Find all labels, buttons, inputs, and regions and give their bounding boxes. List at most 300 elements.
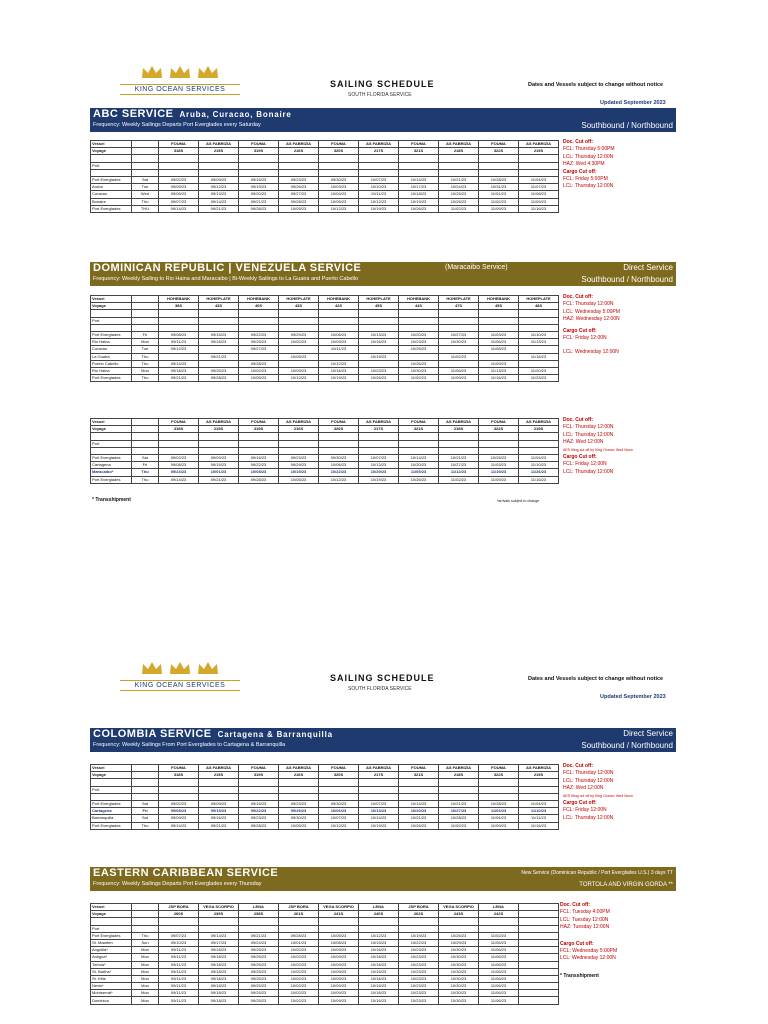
table-cell: Sat — [132, 800, 159, 807]
table-cell: 09/14/23 — [199, 198, 239, 205]
table-cell — [399, 793, 439, 800]
table-row — [91, 954, 559, 961]
table-cell — [439, 447, 479, 454]
abc-direction: Southbound / Northbound — [581, 121, 673, 130]
table-cell — [199, 793, 239, 800]
table-cell: VEGA SCORPIO — [199, 904, 239, 911]
table-cell: 09/08/23 — [159, 462, 199, 469]
table-cell: FOUMA — [159, 765, 199, 772]
table-cell: 239S — [199, 911, 239, 918]
doc-fcl: FCL: Thursday 5:00PM — [563, 146, 615, 153]
table-cell: 10/02/23 — [279, 339, 319, 346]
table-cell: Port — [91, 317, 132, 324]
table-row — [91, 947, 559, 954]
table-cell: 09/09/23 — [199, 176, 239, 183]
table-cell: 11/06/23 — [479, 968, 519, 975]
table-cell: 09/11/23 — [159, 961, 199, 968]
table-cell: 10/10/23 — [359, 184, 399, 191]
table-cell: 11/06/23 — [479, 339, 519, 346]
doc-haz: HAZ: Tuesday 12:00N — [560, 924, 610, 931]
table-cell: 10/02/23 — [279, 947, 319, 954]
table-cell: Rio Haina — [91, 367, 132, 374]
table-cell: 11/02/23 — [439, 822, 479, 829]
table-cell: FOUMA — [479, 765, 519, 772]
doc-haz: HAZ: Wed 12:00N — [563, 439, 604, 446]
table-cell: 10/02/23 — [279, 983, 319, 990]
ec-frequency-bar — [90, 880, 676, 891]
table-cell: 09/09/23 — [159, 815, 199, 822]
table-cell — [319, 162, 359, 169]
doc-haz: HAZ: Wed 4:30PM — [563, 161, 605, 168]
table-cell — [399, 317, 439, 324]
table-cell — [399, 433, 439, 440]
table-cell — [479, 447, 519, 454]
table-cell: 10/21/23 — [399, 815, 439, 822]
table-cell — [399, 440, 439, 447]
table-cell — [132, 779, 159, 786]
table-cell: 09/18/23 — [199, 983, 239, 990]
table-cell: 10/30/23 — [439, 968, 479, 975]
table-cell: 10/15/23 — [359, 939, 399, 946]
table-cell: 11/02/23 — [479, 198, 519, 205]
table-cell — [479, 918, 519, 925]
table-cell — [319, 925, 359, 932]
table-cell: 09/02/23 — [159, 800, 199, 807]
table-cell: 09/21/23 — [199, 353, 239, 360]
table-row — [91, 983, 559, 990]
table-cell: 10/01/23 — [199, 469, 239, 476]
table-row — [91, 904, 559, 911]
table-cell: 10/30/23 — [439, 961, 479, 968]
table-cell: 09/09/23 — [199, 800, 239, 807]
table-cell — [199, 162, 239, 169]
table-cell: 09/11/23 — [159, 954, 199, 961]
colombia-frequency-bar — [90, 741, 676, 752]
table-cell — [319, 779, 359, 786]
table-cell — [239, 162, 279, 169]
table-cell — [239, 447, 279, 454]
aes-note: AES filing cut off by King Ocean: Wed Noon — [563, 793, 633, 798]
table-row — [91, 476, 559, 483]
colombia-direction: Southbound / Northbound — [581, 741, 673, 750]
maracaibo-schedule-table — [90, 418, 559, 484]
table-cell: 45S — [359, 303, 399, 310]
table-cell: FOUMA — [479, 419, 519, 426]
cargo-fcl: FCL: Friday 5:00PM — [563, 176, 608, 183]
table-cell — [199, 155, 239, 162]
table-cell: 11/06/23 — [439, 367, 479, 374]
table-cell: 09/13/23 — [199, 191, 239, 198]
table-cell — [319, 793, 359, 800]
table-cell: 38S — [159, 303, 199, 310]
table-cell: Cartagena — [91, 462, 132, 469]
table-cell: 09/02/23 — [159, 454, 199, 461]
table-cell: 10/23/23 — [399, 339, 439, 346]
table-cell: Mon — [132, 954, 159, 961]
table-cell: 11/05/23 — [399, 469, 439, 476]
table-cell: 10/06/23 — [319, 808, 359, 815]
page-title: SAILING SCHEDULE — [330, 673, 435, 683]
table-cell: FOUMA — [319, 141, 359, 148]
table-cell: 09/26/23 — [279, 184, 319, 191]
table-cell — [439, 440, 479, 447]
table-cell — [439, 793, 479, 800]
table-cell: 11/06/23 — [479, 990, 519, 997]
table-cell: 10/27/23 — [439, 808, 479, 815]
table-cell: Port — [91, 786, 132, 793]
table-cell: 215S — [199, 772, 239, 779]
table-cell — [359, 925, 399, 932]
table-cell — [159, 440, 199, 447]
table-cell: 10/12/23 — [319, 476, 359, 483]
table-cell: 11/06/23 — [479, 947, 519, 954]
table-cell: 09/16/23 — [239, 800, 279, 807]
table-cell: 11/02/23 — [439, 205, 479, 212]
table-cell: 09/11/23 — [159, 947, 199, 954]
table-row — [91, 367, 559, 374]
table-cell: 09/25/23 — [239, 990, 279, 997]
doc-lcl: LCL: Thursday 12:00N — [563, 153, 614, 160]
table-cell: 11/06/23 — [479, 961, 519, 968]
table-row — [91, 925, 559, 932]
table-cell: Voyage — [91, 426, 132, 433]
table-cell: 11/16/23 — [519, 822, 559, 829]
table-row — [91, 296, 559, 303]
table-cell: 11/04/23 — [479, 815, 519, 822]
colombia-subtitle: Cartagena & Barranquilla — [217, 730, 333, 739]
table-cell — [199, 310, 239, 317]
table-cell: 262S — [399, 911, 439, 918]
table-cell — [359, 779, 399, 786]
table-cell — [399, 169, 439, 176]
table-cell: 10/30/23 — [399, 367, 439, 374]
ec-schedule-table — [90, 903, 559, 1005]
table-cell: 11/06/23 — [479, 975, 519, 982]
table-cell — [132, 162, 159, 169]
table-cell: 216S — [279, 148, 319, 155]
table-cell: 10/09/23 — [319, 961, 359, 968]
table-cell — [159, 310, 199, 317]
table-cell: 10/20/23 — [399, 808, 439, 815]
table-cell: 09/25/23 — [239, 954, 279, 961]
table-cell: 10/20/23 — [399, 462, 439, 469]
table-cell — [359, 447, 399, 454]
table-row — [91, 331, 559, 338]
table-cell — [359, 162, 399, 169]
doc-haz: HAZ: Wednesday 12:00N — [563, 316, 620, 323]
table-cell: FOUMA — [319, 765, 359, 772]
table-cell: 09/14/23 — [159, 205, 199, 212]
table-cell — [239, 310, 279, 317]
ec-new-service: New Service (Dominican Republic / Port Everglades U.S.) 3 days TT — [521, 870, 673, 876]
table-cell — [359, 793, 399, 800]
table-cell — [199, 447, 239, 454]
table-cell — [479, 317, 519, 324]
company-logo — [120, 660, 240, 691]
table-cell: 10/05/23 — [319, 932, 359, 939]
table-cell — [359, 360, 399, 367]
table-cell: 09/25/23 — [239, 961, 279, 968]
table-cell — [319, 155, 359, 162]
table-cell: Mon — [132, 990, 159, 997]
table-row — [91, 440, 559, 447]
table-cell: JSP BORA — [279, 904, 319, 911]
table-cell — [519, 779, 559, 786]
table-cell — [479, 169, 519, 176]
table-cell: 09/21/23 — [199, 822, 239, 829]
table-cell: Anguilla* — [91, 947, 132, 954]
table-cell: 318S — [159, 426, 199, 433]
table-row — [91, 360, 559, 367]
dr-note: (Maracaibo Service) — [445, 264, 508, 271]
table-cell: AS FABRIZIA — [519, 419, 559, 426]
table-cell: 10/22/23 — [319, 469, 359, 476]
table-cell — [519, 786, 559, 793]
table-cell — [519, 918, 559, 925]
table-cell: 10/06/23 — [319, 462, 359, 469]
table-cell: 10/16/23 — [359, 983, 399, 990]
table-cell — [239, 353, 279, 360]
transshipment-note: * Transshipment — [92, 497, 131, 503]
table-cell: 10/23/23 — [399, 997, 439, 1004]
company-logo — [120, 64, 240, 95]
table-cell: 47S — [439, 303, 479, 310]
table-cell: AS FABRIZIA — [279, 765, 319, 772]
table-row — [91, 198, 559, 205]
table-row — [91, 184, 559, 191]
abc-title: ABC SERVICE — [93, 108, 174, 120]
table-cell: 10/13/23 — [359, 808, 399, 815]
table-cell: FOUMA — [239, 765, 279, 772]
table-cell: 10/30/23 — [439, 997, 479, 1004]
table-cell: 10/19/23 — [359, 205, 399, 212]
table-cell — [91, 779, 132, 786]
table-cell — [519, 939, 559, 946]
table-cell — [199, 925, 239, 932]
table-cell — [359, 317, 399, 324]
table-cell — [199, 779, 239, 786]
table-cell — [439, 155, 479, 162]
table-cell — [279, 925, 319, 932]
table-cell: 10/09/23 — [319, 947, 359, 954]
table-cell: 11/11/23 — [519, 815, 559, 822]
table-cell: Port Everglades — [91, 205, 132, 212]
table-cell — [479, 779, 519, 786]
table-cell: 10/22/23 — [399, 939, 439, 946]
table-cell — [279, 447, 319, 454]
table-row — [91, 303, 559, 310]
table-cell: 11/02/23 — [479, 932, 519, 939]
table-cell: 09/27/23 — [239, 346, 279, 353]
colombia-cutoff-notes — [563, 763, 633, 822]
table-cell: 218S — [439, 148, 479, 155]
table-cell — [399, 310, 439, 317]
table-cell — [439, 433, 479, 440]
table-cell — [199, 433, 239, 440]
table-cell: Port Everglades — [91, 476, 132, 483]
table-cell: VEGA SCORPIO — [319, 904, 359, 911]
table-cell: 10/19/23 — [399, 198, 439, 205]
table-cell: St. Maarten — [91, 939, 132, 946]
table-cell: 10/02/23 — [279, 968, 319, 975]
table-cell: 11/26/23 — [519, 469, 559, 476]
table-cell — [519, 947, 559, 954]
table-cell — [159, 317, 199, 324]
table-row — [91, 469, 559, 476]
table-cell: 09/24/23 — [239, 939, 279, 946]
table-cell — [439, 162, 479, 169]
table-cell — [239, 440, 279, 447]
table-cell: Port Everglades — [91, 932, 132, 939]
table-cell — [399, 925, 439, 932]
table-cell: HOHEPLATE — [199, 296, 239, 303]
table-cell: 09/25/23 — [239, 339, 279, 346]
table-cell: 10/14/23 — [359, 815, 399, 822]
table-cell — [132, 317, 159, 324]
page-title: SAILING SCHEDULE — [330, 79, 435, 89]
table-cell: 09/05/23 — [159, 184, 199, 191]
table-cell — [399, 353, 439, 360]
table-cell: Vessel — [91, 141, 132, 148]
table-cell — [439, 786, 479, 793]
table-cell: Aruba — [91, 184, 132, 191]
table-cell: Wed — [132, 191, 159, 198]
table-cell: JSP BORA — [399, 904, 439, 911]
table-cell — [199, 440, 239, 447]
table-cell: 10/16/23 — [359, 997, 399, 1004]
table-cell: 10/05/23 — [279, 205, 319, 212]
table-cell: Sat — [132, 454, 159, 461]
doc-fcl: FCL: Thursday 12:00N — [563, 301, 614, 308]
table-cell: 10/30/23 — [439, 975, 479, 982]
table-cell: 09/10/23 — [159, 939, 199, 946]
table-cell: 243S — [439, 911, 479, 918]
table-cell: 10/16/23 — [359, 947, 399, 954]
table-cell: 320S — [319, 772, 359, 779]
table-cell: Sat — [132, 176, 159, 183]
table-cell: 10/09/23 — [279, 367, 319, 374]
table-cell: 321S — [399, 426, 439, 433]
table-cell: Montserrat* — [91, 990, 132, 997]
table-cell — [199, 324, 239, 331]
ec-tortola: TORTOLA AND VIRGIN GORDA ** — [579, 882, 673, 888]
dr-banner — [90, 262, 676, 275]
table-cell: 10/16/23 — [359, 975, 399, 982]
table-cell: 11/02/23 — [439, 353, 479, 360]
table-cell: 09/11/23 — [159, 339, 199, 346]
colombia-frequency: Frequency: Weekly Sailings From Port Everglades to Cartagena & Barranquilla — [93, 742, 286, 748]
table-cell: 10/12/23 — [359, 198, 399, 205]
table-cell — [279, 162, 319, 169]
doc-cutoff-label: Doc. Cut off: — [563, 139, 593, 145]
table-cell — [519, 904, 559, 911]
table-cell: HOHEBANK — [159, 296, 199, 303]
table-cell: Fri — [132, 462, 159, 469]
table-cell — [132, 765, 159, 772]
table-cell: FOUMA — [479, 141, 519, 148]
table-cell: 10/05/23 — [239, 375, 279, 382]
table-cell: Port — [91, 162, 132, 169]
table-cell — [132, 296, 159, 303]
table-cell: 09/02/23 — [159, 176, 199, 183]
table-cell: 241S — [319, 911, 359, 918]
ec-banner — [90, 867, 676, 880]
table-cell — [159, 433, 199, 440]
table-cell — [359, 918, 399, 925]
table-cell: 09/29/23 — [279, 462, 319, 469]
table-cell — [239, 324, 279, 331]
table-cell — [479, 155, 519, 162]
abc-schedule-table — [90, 140, 559, 213]
table-cell — [279, 155, 319, 162]
table-cell: 10/23/23 — [399, 983, 439, 990]
table-cell: 11/13/23 — [479, 367, 519, 374]
table-cell — [319, 324, 359, 331]
table-cell — [319, 440, 359, 447]
table-cell: 10/06/23 — [319, 331, 359, 338]
table-cell: 43S — [199, 303, 239, 310]
table-cell — [359, 433, 399, 440]
table-cell: 09/18/23 — [199, 961, 239, 968]
table-cell — [132, 925, 159, 932]
table-cell — [359, 324, 399, 331]
abc-frequency: Frequency: Weekly Sailings Departs Port Everglades every Saturday — [93, 122, 261, 128]
aes-note: AES filing cut off by King Ocean: Wed Noon — [563, 447, 633, 452]
table-cell — [439, 360, 479, 367]
table-cell: 10/16/23 — [359, 968, 399, 975]
table-row — [91, 779, 559, 786]
table-row — [91, 800, 559, 807]
table-cell — [359, 346, 399, 353]
table-cell: 09/19/23 — [239, 184, 279, 191]
table-cell — [279, 440, 319, 447]
table-cell — [359, 310, 399, 317]
table-cell — [132, 433, 159, 440]
table-row — [91, 765, 559, 772]
table-row — [91, 353, 559, 360]
table-cell — [439, 324, 479, 331]
table-cell — [159, 925, 199, 932]
table-cell: 216S — [279, 426, 319, 433]
dr-frequency: Frequency: Weekly Sailing to Rio Haina and Maracaibo | Bi-Weekly Sailings to La Guaira and Puerto Cabello — [93, 276, 359, 282]
table-cell — [279, 779, 319, 786]
doc-cutoff-label: Doc. Cut off: — [563, 417, 593, 423]
table-cell — [239, 433, 279, 440]
table-row — [91, 462, 559, 469]
logo-text: KING OCEAN SERVICES — [120, 680, 240, 691]
colombia-title: COLOMBIA SERVICE — [93, 728, 212, 740]
table-cell — [159, 779, 199, 786]
table-cell: 10/30/23 — [439, 983, 479, 990]
table-cell: HOHEPLATE — [519, 296, 559, 303]
table-cell: 10/26/23 — [399, 360, 439, 367]
table-cell — [479, 440, 519, 447]
table-cell — [199, 918, 239, 925]
table-cell: 09/15/23 — [199, 462, 239, 469]
table-cell: 09/22/23 — [239, 808, 279, 815]
table-row — [91, 932, 559, 939]
cargo-lcl: LCL: Wednesday 12:00N — [560, 955, 616, 962]
table-cell — [519, 155, 559, 162]
table-cell: 09/21/23 — [239, 198, 279, 205]
abc-cutoff-notes — [563, 139, 615, 191]
table-row — [91, 918, 559, 925]
table-cell — [159, 918, 199, 925]
table-cell: 10/19/23 — [359, 476, 399, 483]
table-cell: 11/10/23 — [519, 808, 559, 815]
table-cell: Thu — [132, 375, 159, 382]
cargo-lcl: LCL: Thursday 12:00N — [563, 183, 614, 190]
